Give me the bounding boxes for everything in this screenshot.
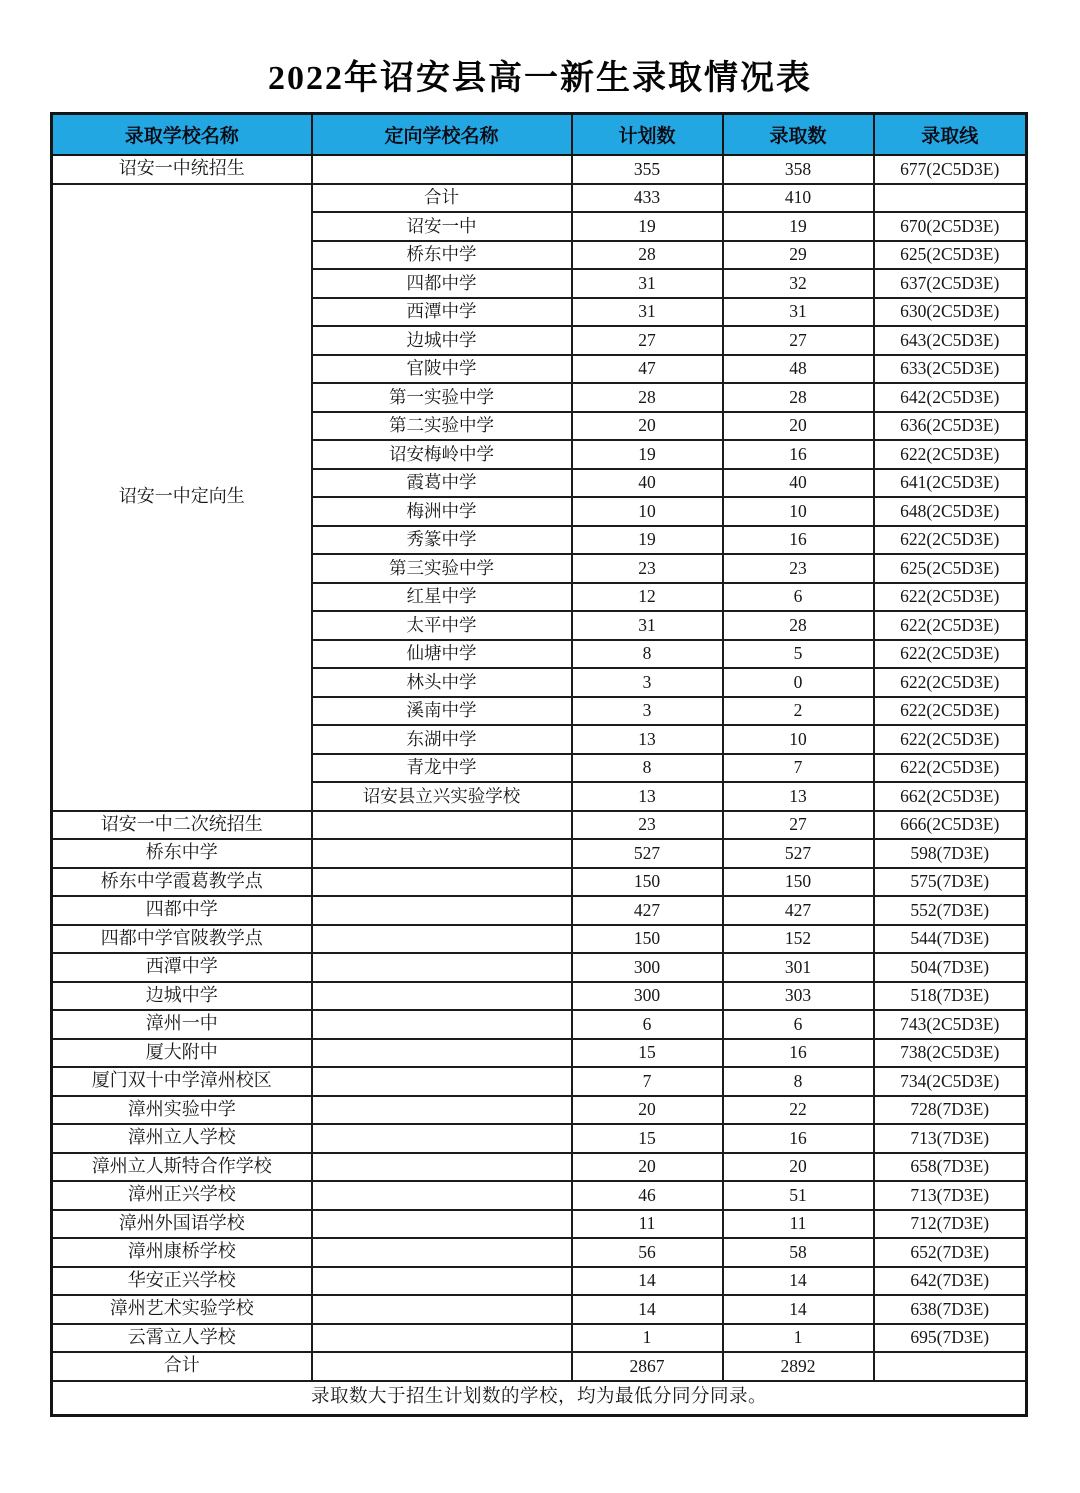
plan-count-cell: 27 [572,326,723,355]
direction-school-cell [312,1010,572,1039]
admitted-count-cell: 527 [723,839,874,868]
plan-count-cell: 40 [572,469,723,498]
table-row [52,1181,1027,1210]
admitting-school-cell: 漳州外国语学校 [52,1210,312,1239]
plan-count-cell: 433 [572,184,723,213]
cutoff-line-cell: 518(7D3E) [874,982,1027,1011]
admitting-school-cell: 华安正兴学校 [52,1267,312,1296]
plan-count-cell: 13 [572,725,723,754]
direction-school-cell: 太平中学 [312,611,572,640]
cutoff-line-cell: 622(2C5D3E) [874,440,1027,469]
footer-note-row [52,1381,1027,1416]
direction-school-cell: 合计 [312,184,572,213]
admitted-count-cell: 28 [723,383,874,412]
admitted-count-cell: 31 [723,298,874,327]
admitted-count-cell: 58 [723,1238,874,1267]
table-row [52,839,1027,868]
direction-school-cell: 第三实验中学 [312,554,572,583]
admitting-school-cell: 云霄立人学校 [52,1324,312,1353]
table-row [52,982,1027,1011]
admitting-school-cell: 厦门双十中学漳州校区 [52,1067,312,1096]
admitting-school-cell: 诏安一中统招生 [52,155,312,184]
cutoff-line-cell: 642(2C5D3E) [874,383,1027,412]
table-row [52,1153,1027,1182]
page-title: 2022年诏安县高一新生录取情况表 [268,60,812,97]
direction-school-cell: 四都中学 [312,269,572,298]
cutoff-line-cell: 712(7D3E) [874,1210,1027,1239]
plan-count-cell: 20 [572,1096,723,1125]
admitted-count-cell: 28 [723,611,874,640]
admitting-school-cell: 漳州实验中学 [52,1096,312,1125]
table-row [52,1352,1027,1381]
cutoff-line-cell: 622(2C5D3E) [874,697,1027,726]
plan-count-cell: 13 [572,782,723,811]
admitting-school-cell: 漳州艺术实验学校 [52,1295,312,1324]
plan-count-cell: 19 [572,526,723,555]
cutoff-line-cell: 622(2C5D3E) [874,583,1027,612]
plan-count-cell: 31 [572,298,723,327]
cutoff-line-cell: 642(7D3E) [874,1267,1027,1296]
direction-school-cell [312,1238,572,1267]
admitting-school-cell: 桥东中学霞葛教学点 [52,868,312,897]
direction-school-cell [312,839,572,868]
table-row [52,1324,1027,1353]
direction-school-cell [312,811,572,840]
direction-school-cell: 边城中学 [312,326,572,355]
admitted-count-cell: 10 [723,725,874,754]
table-header [52,114,1027,156]
admitting-school-cell: 诏安一中定向生 [52,184,312,811]
admissions-table [50,112,1028,1417]
table-row [52,896,1027,925]
table-row [52,925,1027,954]
cutoff-line-cell: 728(7D3E) [874,1096,1027,1125]
table-row [52,1067,1027,1096]
cutoff-line-cell: 648(2C5D3E) [874,497,1027,526]
cutoff-line-cell: 713(7D3E) [874,1181,1027,1210]
cutoff-line-cell: 695(7D3E) [874,1324,1027,1353]
table-row [52,1096,1027,1125]
plan-count-cell: 31 [572,611,723,640]
plan-count-cell: 527 [572,839,723,868]
direction-school-cell [312,1295,572,1324]
direction-school-cell [312,1352,572,1381]
admitted-count-cell: 1 [723,1324,874,1353]
cutoff-line-cell: 641(2C5D3E) [874,469,1027,498]
plan-count-cell: 300 [572,953,723,982]
admitted-count-cell: 29 [723,241,874,270]
plan-count-cell: 8 [572,754,723,783]
cutoff-line-cell: 622(2C5D3E) [874,526,1027,555]
admitted-count-cell: 301 [723,953,874,982]
column-header-admitting-school: 录取学校名称 [52,114,312,156]
admitted-count-cell: 27 [723,326,874,355]
cutoff-line-cell [874,1352,1027,1381]
direction-school-cell: 青龙中学 [312,754,572,783]
admitted-count-cell: 51 [723,1181,874,1210]
plan-count-cell: 2867 [572,1352,723,1381]
admitted-count-cell: 150 [723,868,874,897]
plan-count-cell: 20 [572,1153,723,1182]
direction-school-cell: 西潭中学 [312,298,572,327]
admitted-count-cell: 14 [723,1267,874,1296]
admitted-count-cell: 40 [723,469,874,498]
admitting-school-cell: 桥东中学 [52,839,312,868]
plan-count-cell: 150 [572,925,723,954]
admitted-count-cell: 20 [723,1153,874,1182]
direction-school-cell [312,925,572,954]
cutoff-line-cell: 636(2C5D3E) [874,412,1027,441]
admitted-count-cell: 48 [723,355,874,384]
direction-school-cell [312,982,572,1011]
cutoff-line-cell: 734(2C5D3E) [874,1067,1027,1096]
plan-count-cell: 150 [572,868,723,897]
plan-count-cell: 3 [572,697,723,726]
plan-count-cell: 20 [572,412,723,441]
plan-count-cell: 31 [572,269,723,298]
direction-school-cell: 诏安梅岭中学 [312,440,572,469]
admitting-school-cell: 漳州立人斯特合作学校 [52,1153,312,1182]
plan-count-cell: 427 [572,896,723,925]
admitted-count-cell: 16 [723,440,874,469]
direction-school-cell [312,1039,572,1068]
admitted-count-cell: 19 [723,212,874,241]
cutoff-line-cell: 652(7D3E) [874,1238,1027,1267]
plan-count-cell: 46 [572,1181,723,1210]
footer-note-cell: 录取数大于招生计划数的学校，均为最低分同分同录。 [52,1381,1027,1416]
admitted-count-cell: 303 [723,982,874,1011]
admitting-school-cell: 西潭中学 [52,953,312,982]
admitting-school-cell: 厦大附中 [52,1039,312,1068]
table-row [52,1295,1027,1324]
cutoff-line-cell: 622(2C5D3E) [874,640,1027,669]
direction-school-cell: 诏安一中 [312,212,572,241]
plan-count-cell: 47 [572,355,723,384]
admitting-school-cell: 漳州立人学校 [52,1124,312,1153]
cutoff-line-cell: 677(2C5D3E) [874,155,1027,184]
cutoff-line-cell: 738(2C5D3E) [874,1039,1027,1068]
admitted-count-cell: 2 [723,697,874,726]
admitted-count-cell: 410 [723,184,874,213]
cutoff-line-cell: 643(2C5D3E) [874,326,1027,355]
cutoff-line-cell: 575(7D3E) [874,868,1027,897]
direction-school-cell [312,953,572,982]
direction-school-cell [312,1181,572,1210]
admitted-count-cell: 16 [723,1039,874,1068]
admitted-count-cell: 6 [723,1010,874,1039]
plan-count-cell: 300 [572,982,723,1011]
plan-count-cell: 23 [572,554,723,583]
table-row [52,1010,1027,1039]
cutoff-line-cell: 633(2C5D3E) [874,355,1027,384]
plan-count-cell: 23 [572,811,723,840]
cutoff-line-cell: 598(7D3E) [874,839,1027,868]
direction-school-cell: 溪南中学 [312,697,572,726]
plan-count-cell: 8 [572,640,723,669]
direction-school-cell: 霞葛中学 [312,469,572,498]
cutoff-line-cell: 666(2C5D3E) [874,811,1027,840]
cutoff-line-cell: 622(2C5D3E) [874,668,1027,697]
direction-school-cell: 梅洲中学 [312,497,572,526]
plan-count-cell: 7 [572,1067,723,1096]
direction-school-cell [312,1210,572,1239]
table-row [52,155,1027,184]
direction-school-cell: 红星中学 [312,583,572,612]
direction-school-cell [312,868,572,897]
direction-school-cell [312,1324,572,1353]
admitted-count-cell: 10 [723,497,874,526]
plan-count-cell: 12 [572,583,723,612]
table-row [52,1124,1027,1153]
plan-count-cell: 3 [572,668,723,697]
direction-school-cell [312,1067,572,1096]
direction-school-cell: 秀篆中学 [312,526,572,555]
admitted-count-cell: 23 [723,554,874,583]
plan-count-cell: 6 [572,1010,723,1039]
cutoff-line-cell: 713(7D3E) [874,1124,1027,1153]
direction-school-cell: 林头中学 [312,668,572,697]
cutoff-line-cell: 622(2C5D3E) [874,611,1027,640]
admitted-count-cell: 2892 [723,1352,874,1381]
admitting-school-cell: 漳州正兴学校 [52,1181,312,1210]
direction-school-cell [312,1096,572,1125]
column-header-admitted-count: 录取数 [723,114,874,156]
admitting-school-cell: 合计 [52,1352,312,1381]
admitting-school-cell: 漳州一中 [52,1010,312,1039]
plan-count-cell: 14 [572,1295,723,1324]
admitted-count-cell: 152 [723,925,874,954]
direction-school-cell: 第二实验中学 [312,412,572,441]
admitted-count-cell: 27 [723,811,874,840]
admitted-count-cell: 427 [723,896,874,925]
plan-count-cell: 14 [572,1267,723,1296]
plan-count-cell: 19 [572,440,723,469]
plan-count-cell: 19 [572,212,723,241]
admitted-count-cell: 32 [723,269,874,298]
cutoff-line-cell: 743(2C5D3E) [874,1010,1027,1039]
admitting-school-cell: 边城中学 [52,982,312,1011]
plan-count-cell: 1 [572,1324,723,1353]
admitted-count-cell: 5 [723,640,874,669]
cutoff-line-cell: 552(7D3E) [874,896,1027,925]
cutoff-line-cell: 630(2C5D3E) [874,298,1027,327]
direction-school-cell: 诏安县立兴实验学校 [312,782,572,811]
table-row [52,811,1027,840]
direction-school-cell [312,155,572,184]
admitting-school-cell: 四都中学官陂教学点 [52,925,312,954]
admitted-count-cell: 14 [723,1295,874,1324]
cutoff-line-cell: 625(2C5D3E) [874,241,1027,270]
plan-count-cell: 56 [572,1238,723,1267]
direction-school-cell [312,896,572,925]
table-row [52,184,1027,213]
admitting-school-cell: 四都中学 [52,896,312,925]
direction-school-cell: 仙塘中学 [312,640,572,669]
table-row [52,953,1027,982]
table-row [52,1238,1027,1267]
column-header-direction-school: 定向学校名称 [312,114,572,156]
admitted-count-cell: 16 [723,1124,874,1153]
plan-count-cell: 355 [572,155,723,184]
admitted-count-cell: 0 [723,668,874,697]
admitted-count-cell: 13 [723,782,874,811]
admitted-count-cell: 11 [723,1210,874,1239]
admitting-school-cell: 诏安一中二次统招生 [52,811,312,840]
cutoff-line-cell: 662(2C5D3E) [874,782,1027,811]
admitted-count-cell: 358 [723,155,874,184]
admitting-school-cell: 漳州康桥学校 [52,1238,312,1267]
plan-count-cell: 15 [572,1039,723,1068]
admitted-count-cell: 6 [723,583,874,612]
cutoff-line-cell: 622(2C5D3E) [874,725,1027,754]
cutoff-line-cell: 544(7D3E) [874,925,1027,954]
cutoff-line-cell: 622(2C5D3E) [874,754,1027,783]
column-header-plan-count: 计划数 [572,114,723,156]
header-row [52,114,1027,156]
direction-school-cell: 桥东中学 [312,241,572,270]
table-row [52,1267,1027,1296]
direction-school-cell: 东湖中学 [312,725,572,754]
direction-school-cell: 官陂中学 [312,355,572,384]
plan-count-cell: 10 [572,497,723,526]
direction-school-cell [312,1267,572,1296]
cutoff-line-cell: 625(2C5D3E) [874,554,1027,583]
admitted-count-cell: 20 [723,412,874,441]
table-row [52,1039,1027,1068]
table-row [52,1210,1027,1239]
cutoff-line-cell: 637(2C5D3E) [874,269,1027,298]
cutoff-line-cell: 504(7D3E) [874,953,1027,982]
cutoff-line-cell: 658(7D3E) [874,1153,1027,1182]
table-body [52,155,1027,1415]
admitted-count-cell: 7 [723,754,874,783]
plan-count-cell: 28 [572,241,723,270]
cutoff-line-cell: 638(7D3E) [874,1295,1027,1324]
direction-school-cell [312,1153,572,1182]
plan-count-cell: 15 [572,1124,723,1153]
direction-school-cell: 第一实验中学 [312,383,572,412]
direction-school-cell [312,1124,572,1153]
cutoff-line-cell [874,184,1027,213]
admitted-count-cell: 16 [723,526,874,555]
plan-count-cell: 11 [572,1210,723,1239]
admitted-count-cell: 22 [723,1096,874,1125]
plan-count-cell: 28 [572,383,723,412]
admitted-count-cell: 8 [723,1067,874,1096]
column-header-cutoff-line: 录取线 [874,114,1027,156]
cutoff-line-cell: 670(2C5D3E) [874,212,1027,241]
table-row [52,868,1027,897]
